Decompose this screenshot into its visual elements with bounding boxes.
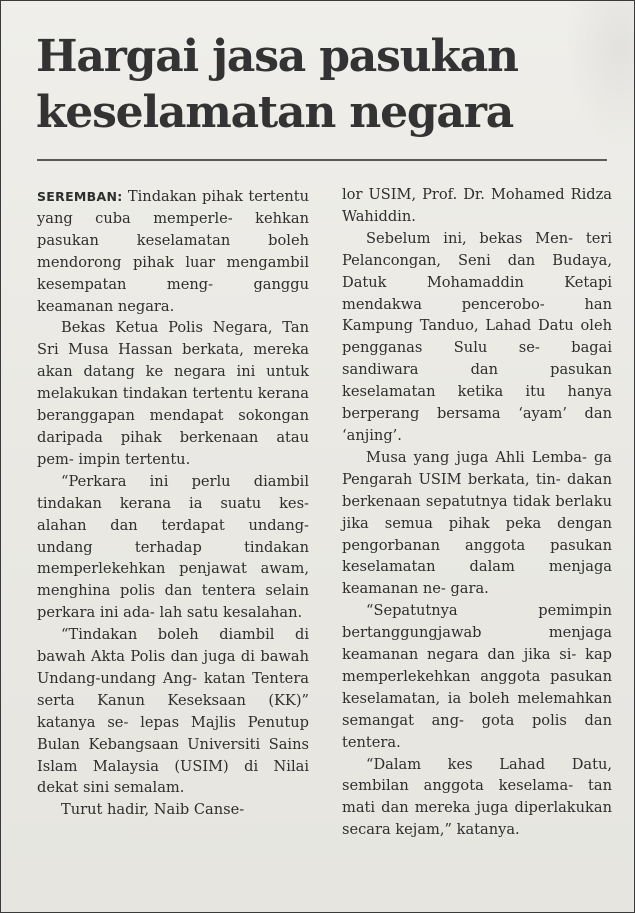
paragraph: “Tindakan boleh diambil di bawah Akta Polis dan juga di bawah Undang-undang Ang- katan Tentera serta Kanun Keseksaan (KK)” katanya se- lepas Majlis Penutup Bulan Kebangsaan Universiti Sains Islam Malaysia (USIM) di Nilai dekat sini semalam.: [37, 626, 309, 797]
paragraph: Sebelum ini, bekas Men- teri Pelancongan, Seni dan Budaya, Datuk Mohamaddin Ketapi mendakwa pencerobo- han Kampung Tanduo, Lahad Datu oleh pengganas Sulu se- bagai sandiwara dan pasukan keselamatan ketika itu hanya berperang bersama ‘ayam’ dan ‘anjing’.: [342, 229, 612, 444]
article-headline: Hargai jasa pasukan keselamatan negara: [36, 31, 518, 138]
paragraph: Bekas Ketua Polis Negara, Tan Sri Musa Hassan berkata, mereka akan datang ke negara ini untuk melakukan tindakan tertentu kerana beranggapan mendapat sokongan daripada pihak berkenaan atau pem- impin tertentu.: [37, 319, 309, 468]
paragraph: lor USIM, Prof. Dr. Mohamed Ridza Wahiddin.: [342, 186, 612, 225]
paragraph: Musa yang juga Ahli Lemba- ga Pengarah USIM berkata, tin- dakan berkenaan sepatutnya tidak berlaku jika semua pihak peka dengan pengorbanan anggota pasukan keselamatan dalam menjaga keamanan ne- gara.: [342, 448, 612, 598]
headline-divider: [37, 159, 607, 161]
paragraph: “Perkara ini perlu diambil tindakan kerana ia suatu kes- alahan dan terdapat undang- undang terhadap tindakan memperlekehkan penjawat awam, menghina polis dan tentera selain perkara ini ada- lah satu kesalahan.: [37, 472, 309, 622]
paragraph: “Dalam kes Lahad Datu, sembilan anggota keselama- tan mati dan mereka juga diperlakukan secara kejam,” katanya.: [342, 755, 612, 839]
paragraph-text: Tindakan pihak tertentu yang cuba memperle- kehkan pasukan keselamatan boleh mendorong pihak luar mengambil kesempatan meng- ganggu keamanan negara.: [37, 188, 309, 315]
dateline: SEREMBAN:: [37, 189, 123, 204]
article-column-right: [342, 184, 612, 841]
paragraph: Turut hadir, Naib Canse-: [61, 801, 245, 819]
paragraph: [37, 186, 309, 317]
paragraph: “Sepatutnya pemimpin bertanggungjawab menjaga keamanan negara dan jika si- kap memperlekehkan anggota pasukan keselamatan, ia boleh melemahkan semangat ang- gota polis dan tentera.: [342, 602, 612, 751]
article-column-left: [37, 186, 309, 821]
